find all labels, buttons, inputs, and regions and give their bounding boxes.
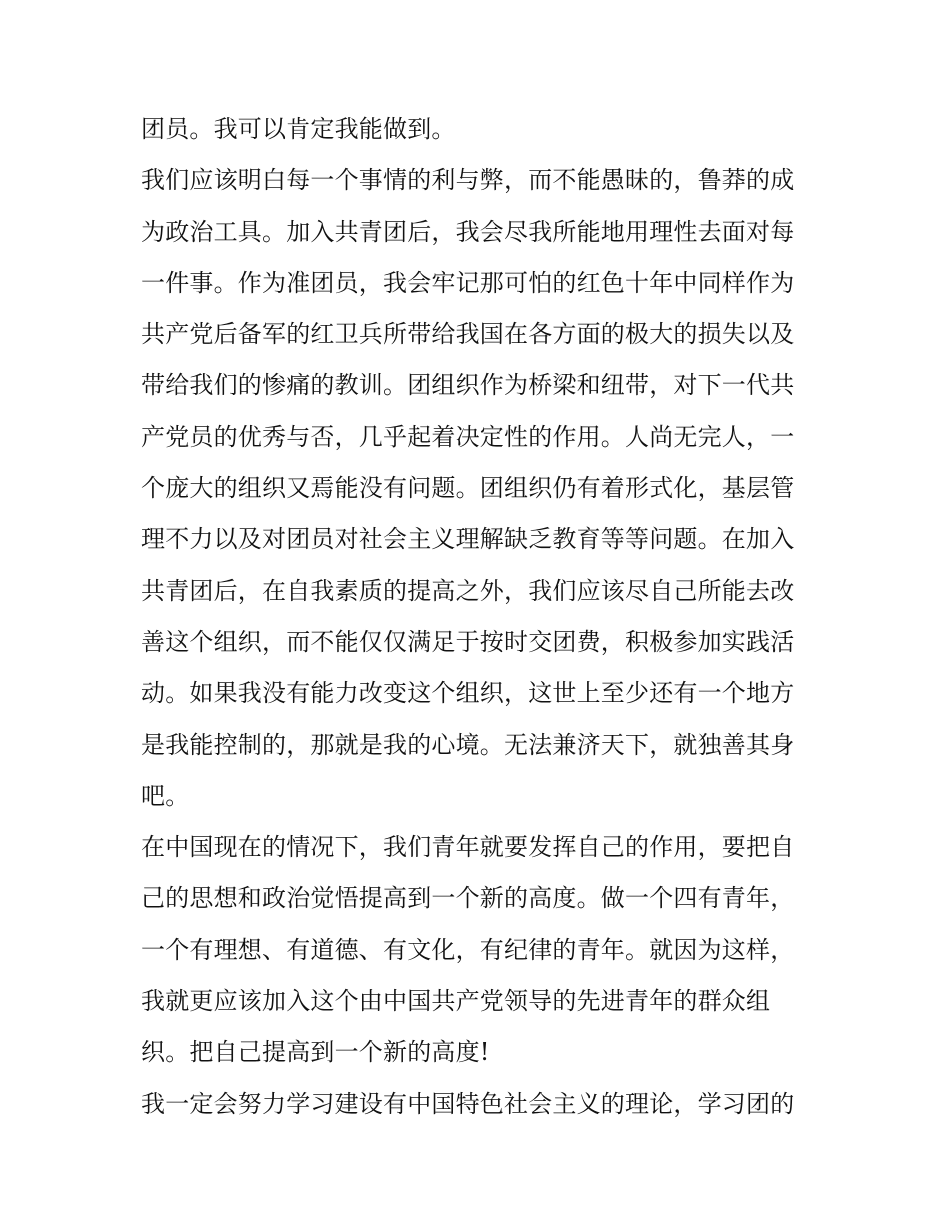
text-line: 我们应该明白每一个事情的利与弊，而不能愚昧的，鲁莽的成	[141, 166, 795, 195]
text-line: 吧。	[141, 781, 190, 810]
text-line: 在中国现在的情况下，我们青年就要发挥自己的作用，要把自	[141, 833, 795, 862]
text-line: 为政治工具。加入共青团后，我会尽我所能地用理性去面对每	[141, 217, 795, 246]
text-line: 共青团后，在自我素质的提高之外，我们应该尽自己所能去改	[141, 576, 795, 605]
text-line: 一个有理想、有道德、有文化，有纪律的青年。就因为这样，	[141, 935, 795, 964]
text-line: 我一定会努力学习建设有中国特色社会主义的理论，学习团的	[141, 1089, 795, 1118]
text-line: 织。把自己提高到一个新的高度!	[141, 1038, 490, 1067]
text-line: 理不力以及对团员对社会主义理解缺乏教育等等问题。在加入	[141, 525, 795, 554]
text-line: 一件事。作为准团员，我会牢记那可怕的红色十年中同样作为	[141, 268, 795, 297]
text-line: 我就更应该加入这个由中国共产党领导的先进青年的群众组	[141, 987, 771, 1016]
text-line: 团员。我可以肯定我能做到。	[141, 115, 456, 143]
text-line: 个庞大的组织又焉能没有问题。团组织仍有着形式化，基层管	[141, 474, 795, 503]
body-text	[141, 104, 821, 1130]
text-line: 善这个组织，而不能仅仅满足于按时交团费，积极参加实践活	[141, 627, 795, 656]
text-line: 是我能控制的，那就是我的心境。无法兼济天下，就独善其身	[141, 730, 795, 759]
text-line: 动。如果我没有能力改变这个组织，这世上至少还有一个地方	[141, 679, 795, 708]
text-line: 己的思想和政治觉悟提高到一个新的高度。做一个四有青年，	[141, 884, 795, 913]
text-line: 产党员的优秀与否，几乎起着决定性的作用。人尚无完人，一	[141, 422, 795, 451]
text-line: 共产党后备军的红卫兵所带给我国在各方面的极大的损失以及	[141, 320, 795, 349]
text-line: 带给我们的惨痛的教训。团组织作为桥梁和纽带，对下一代共	[141, 371, 795, 400]
